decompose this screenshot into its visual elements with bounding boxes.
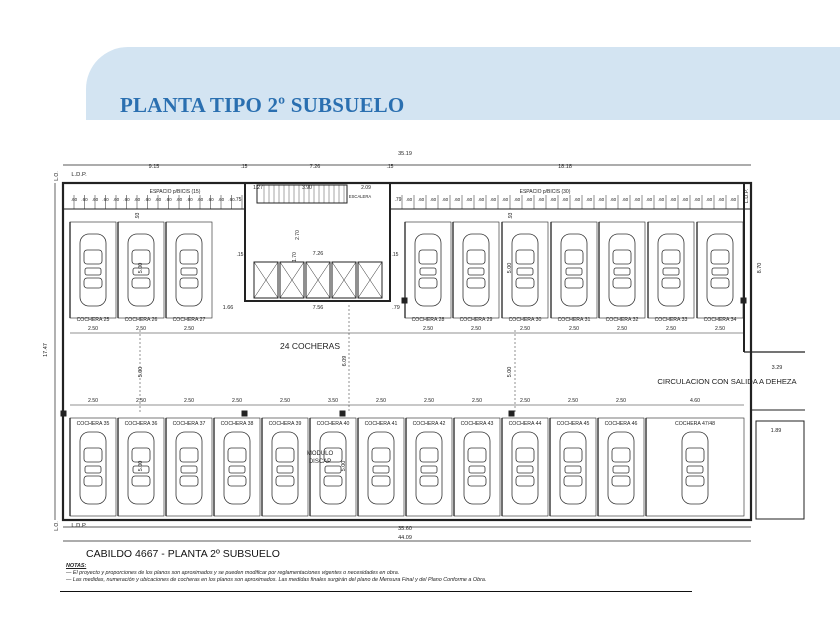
bay-width-label: 2.50 [471,398,483,404]
top-left-dimension: 9.15 [148,164,160,170]
parking-bay [598,418,644,516]
car-icon [80,432,106,504]
car-icon [608,432,634,504]
bike-seg-label: .60 [693,197,701,202]
core-dimension: 7.56 [312,305,324,311]
car-icon [512,432,538,504]
bike-seg-label: .60 [175,197,183,202]
spot-label-41: COCHERA 41 [364,421,398,427]
bike-seg-label: .60 [465,197,473,202]
center-label: 24 COCHERAS [280,341,340,351]
note-line-2: — Las medidas, numeración y ubicaciones de cocheras en los planos son aproximados. Las medidas finales surgirán del plano de Mensura Final y del Plano Conforme a Obra. [66,577,487,583]
bike-seg-label: .60 [645,197,653,202]
small-dimension: .15 [236,252,244,258]
bike-seg-label: .60 [597,197,605,202]
bike-seg-label: .60 [405,197,413,202]
bike-seg-label: .60 [441,197,449,202]
bike-seg-label: .60 [561,197,569,202]
right-dimension: 8.70 [757,262,763,274]
bay-width-label: 2.50 [279,398,291,404]
bay-width-label: 2.50 [714,326,726,332]
top-right-dimension: 18.18 [558,164,572,170]
bay-depth-label: 5.00 [138,460,144,472]
bike-seg-label: .60 [123,197,130,202]
core-dimension: .79 [392,305,400,311]
spot-label-37: COCHERA 37 [172,421,206,427]
bike-strip-right [390,183,751,209]
right-dimension: 3.29 [771,365,783,371]
spot-label-32: COCHERA 32 [605,317,639,323]
bay-width-label: 2.50 [135,398,147,404]
stair-dimension: 3.90 [302,185,312,191]
bay-width-label: 2.50 [423,398,435,404]
car-icon [609,234,635,306]
parking-bay [697,222,743,318]
bike-seg-label: .60 [513,197,521,202]
note-line-1: — El proyecto y proporciones de los planos son aproximados y se pueden modificar por reglamentaciones vigentes o necesidades en obra. [66,570,400,576]
total-top-dimension: 35.19 [398,151,412,157]
spot-label-25: COCHERA 25 [76,317,110,323]
bay-width-label: 2.50 [567,398,579,404]
bike-seg-label: .60 [489,197,497,202]
parking-bay [166,418,212,516]
parking-bay [454,418,500,516]
spot-label-29: COCHERA 29 [459,317,493,323]
bike-seg-label: .60 [525,197,533,202]
ldp-top-label: L.D.P. [71,172,87,178]
stair-label: ESCALERA [348,194,372,199]
bike-seg-label: .60 [228,197,235,202]
spot-label-42: COCHERA 42 [412,421,446,427]
bay-width-label: 2.50 [616,326,628,332]
bike-seg-label: .60 [573,197,581,202]
core-block [245,183,390,301]
parking-bay [405,222,451,318]
spot-label-27: COCHERA 27 [172,317,206,323]
spot-label-47: COCHERA 47/48 [674,421,716,427]
bike-seg-label: .60 [585,197,593,202]
bike-seg-label: .60 [657,197,665,202]
bike-seg-label: .60 [133,197,141,202]
bay-depth-label: 5.00 [507,262,513,274]
parking-bay [453,222,499,318]
car-icon [272,432,298,504]
parking-bay [166,222,212,318]
column [340,411,345,416]
bike-seg-label: .60 [501,197,509,202]
aisle-depth-label: 6.09 [342,355,348,367]
bay-width-label: 2.50 [470,326,482,332]
car-icon [224,432,250,504]
spot-label-40: COCHERA 40 [316,421,350,427]
bay-width-label: 3.50 [327,398,339,404]
parking-bay [310,418,356,516]
ldp-bottom-label: L.D.P. [71,523,87,529]
bike-depth-label: .93 [508,212,514,220]
bike-seg-label: .60 [81,197,88,202]
bike-seg-label: .60 [477,197,485,202]
bike-left-label: ESPACIO p/BICIS (15) [149,189,201,195]
bottom-inner-dimension: 35.60 [398,526,412,532]
car-icon [561,234,587,306]
parking-bay [646,418,744,516]
spot-label-35: COCHERA 35 [76,421,110,427]
bike-end-label: .75 [234,197,242,203]
bottom-rule [60,591,692,592]
parking-bay [599,222,645,318]
bike-seg-label: .60 [453,197,461,202]
stair-dimension: 1.70 [292,252,298,262]
car-icon [560,432,586,504]
bike-seg-label: .60 [537,197,545,202]
car-icon [658,234,684,306]
parking-bay [550,418,596,516]
plan-caption: CABILDO 4667 - PLANTA 2º SUBSUELO [86,548,280,560]
parking-bay [70,418,116,516]
bottom-total-dimension: 44.09 [398,535,412,541]
spot-label-33: COCHERA 33 [654,317,688,323]
bay-width-label: 2.50 [183,326,195,332]
bike-seg-label: .60 [621,197,629,202]
parking-bay [502,418,548,516]
core-dimension: 7.26 [312,251,324,257]
spot-label-46: COCHERA 46 [604,421,638,427]
bike-seg-label: .60 [681,197,689,202]
right-dimension: 1.89 [770,428,782,434]
car-icon [80,234,106,306]
bay-width-label: 2.50 [568,326,580,332]
lo-bottom-label: L.O. [54,521,60,531]
notes [66,563,486,584]
car-icon [415,234,441,306]
spot-label-45: COCHERA 45 [556,421,590,427]
spot-label-36: COCHERA 36 [124,421,158,427]
bay-depth-label: 5.00 [341,460,347,472]
spot-label-39: COCHERA 39 [268,421,302,427]
height-dimension: 17.47 [43,343,49,357]
bike-strip-left [63,183,245,209]
bike-seg-label: .60 [154,197,162,202]
spot-label-44: COCHERA 44 [508,421,542,427]
bay-depth-label: 5.00 [138,262,144,274]
bay-width-label: 2.50 [615,398,627,404]
stair-dimension: 2.09 [361,185,371,191]
notes-heading: NOTAS: [66,563,87,569]
small-dimension: .15 [386,164,394,170]
bike-seg-label: .60 [196,197,204,202]
spot-label-38: COCHERA 38 [220,421,254,427]
bay-width-label: 2.50 [519,326,531,332]
bike-seg-label: .60 [669,197,677,202]
car-icon [463,234,489,306]
bike-seg-label: .60 [717,197,725,202]
car-icon [176,234,202,306]
bike-seg-label: .60 [609,197,617,202]
bike-seg-label: .60 [91,197,99,202]
ramp-label: CIRCULACION CON SALIDA A DEHEZA [657,377,797,386]
bike-seg-label: .60 [165,197,172,202]
bike-seg-label: .60 [144,197,151,202]
bay-width-label: 2.50 [183,398,195,404]
bay-width-label: 4.60 [689,398,701,404]
spot-label-30: COCHERA 30 [508,317,542,323]
bike-seg-label: .60 [417,197,425,202]
page-title: PLANTA TIPO 2º SUBSUELO [120,93,405,117]
small-dimension: .15 [240,164,248,170]
bike-seg-label: .60 [102,197,109,202]
core-dimension: 1.66 [222,305,234,311]
column [242,411,247,416]
parking-bay [262,418,308,516]
spot-label-26: COCHERA 26 [124,317,158,323]
bike-seg-label: .60 [70,197,78,202]
bay-width-label: 2.50 [422,326,434,332]
bike-seg-label: .60 [549,197,557,202]
bay-width-label: 2.50 [519,398,531,404]
discap-label: DISCAP [308,459,332,465]
spot-label-34: COCHERA 34 [703,317,737,323]
car-icon [416,432,442,504]
car-icon [682,432,708,504]
bike-seg-label: .60 [112,197,120,202]
parking-bay [214,418,260,516]
bike-seg-label: .60 [207,197,214,202]
bike-seg-label: .60 [217,197,225,202]
bay-width-label: 2.50 [375,398,387,404]
column [402,298,407,303]
bike-seg-label: .60 [186,197,193,202]
car-icon [464,432,490,504]
car-icon [176,432,202,504]
parking-bay [648,222,694,318]
bike-right-label: ESPACIO p/BICIS (30) [519,189,571,195]
column [509,411,514,416]
parking-bay [406,418,452,516]
car-icon [368,432,394,504]
bike-start-label: .79 [394,197,402,203]
bike-depth-label: .93 [135,212,141,220]
top-mid-dimension: 7.26 [309,164,321,170]
bay-width-label: 2.50 [665,326,677,332]
modulo-label: MODULO [306,451,334,457]
bay-width-label: 2.50 [135,326,147,332]
small-dimension: .15 [391,252,399,258]
service-room [756,421,804,519]
ldp-right-label: L.D.P. [744,188,750,204]
car-icon [707,234,733,306]
stair-dimension: 1.27 [253,185,263,191]
parking-bay [358,418,404,516]
bike-seg-label: .60 [705,197,713,202]
car-icon [512,234,538,306]
spot-label-28: COCHERA 28 [411,317,445,323]
bike-seg-label: .60 [429,197,437,202]
parking-bay [70,222,116,318]
spot-label-43: COCHERA 43 [460,421,494,427]
column [741,298,746,303]
bike-seg-label: .60 [729,197,737,202]
stair-dimension: 2.70 [295,230,301,240]
bay-depth-label: 5.00 [138,366,144,378]
bike-seg-label: .60 [633,197,641,202]
bay-width-label: 2.50 [87,326,99,332]
bay-width-label: 2.50 [87,398,99,404]
bay-width-label: 2.50 [231,398,243,404]
parking-bay [551,222,597,318]
column [61,411,66,416]
spot-label-31: COCHERA 31 [557,317,591,323]
lo-top-label: L.O. [54,171,60,181]
bay-depth-label: 5.00 [507,366,513,378]
